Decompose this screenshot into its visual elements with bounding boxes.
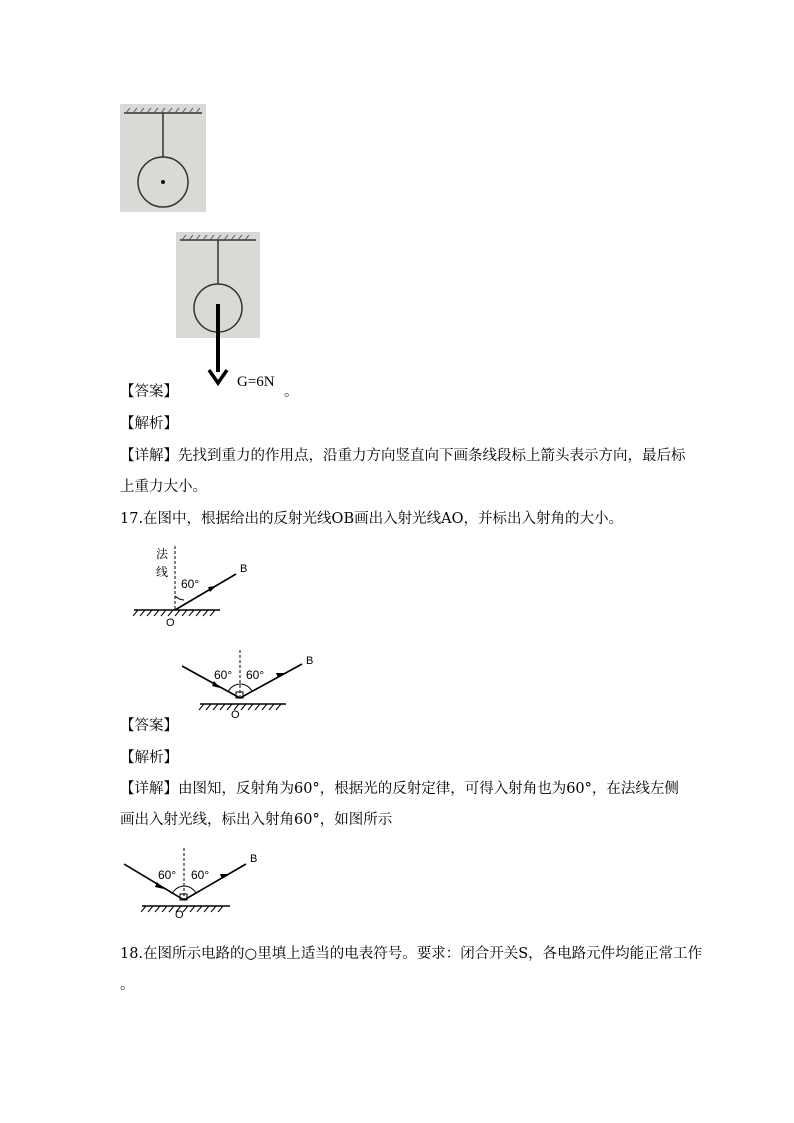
q17-figure <box>128 542 268 632</box>
q17-analysis-label: 【解析】 <box>120 750 178 766</box>
left-angle: 60° <box>214 668 233 682</box>
point-b: B <box>306 655 314 667</box>
q17-detail-label: 【详解】 <box>120 781 178 797</box>
normal-label-1: 法 <box>156 547 169 561</box>
q16-detail-line1: 先找到重力的作用点，沿重力方向竖直向下画条线段标上箭头表示方向，最后标 <box>178 448 686 464</box>
point-o: O <box>175 909 184 921</box>
gravity-label: G=6N <box>237 374 275 390</box>
right-angle: 60° <box>246 668 265 682</box>
q16-analysis-label: 【解析】 <box>120 416 178 432</box>
q16-answer-label: 【答案】 <box>120 384 178 400</box>
angle-arc <box>175 596 184 600</box>
q17-answer-figure <box>176 648 326 724</box>
angle-label: 60° <box>181 577 200 591</box>
right-angle: 60° <box>191 868 210 882</box>
point-o: O <box>231 709 240 721</box>
gravity-arrow <box>200 300 240 390</box>
left-angle: 60° <box>158 868 177 882</box>
q16-detail-line2: 上重力大小。 <box>120 479 207 495</box>
q17-detail-line1: 由图知，反射角为60°，根据光的反射定律，可得入射角也为60°，在法线左侧 <box>178 781 679 797</box>
ray-arrowhead <box>208 586 216 592</box>
pendulum-photo-1 <box>120 104 206 212</box>
q17-detail <box>120 779 679 799</box>
pendulum-drawing-1 <box>120 104 206 212</box>
q18-question-line2: 。 <box>120 977 135 993</box>
q17-question: 17.在图中，根据给出的反射光线OB画出入射光线AO，并标出入射角的大小。 <box>120 511 623 527</box>
point-b: B <box>240 563 248 575</box>
q17-answer-label: 【答案】 <box>120 718 178 734</box>
q18-question-line1: 18.在图所示电路的○里填上适当的电表符号。要求：闭合开关S，各电路元件均能正常工作 <box>120 946 703 962</box>
q17-detail-figure <box>120 846 270 922</box>
q17-detail-line2: 画出入射光线，标出入射角60°，如图所示 <box>120 812 393 828</box>
q16-detail-label: 【详解】 <box>120 448 178 464</box>
point-b: B <box>250 853 258 865</box>
normal-label-2: 线 <box>156 565 169 579</box>
q16-detail <box>120 446 686 466</box>
q16-answer-suffix: 。 <box>284 384 299 400</box>
point-o: O <box>166 617 175 629</box>
